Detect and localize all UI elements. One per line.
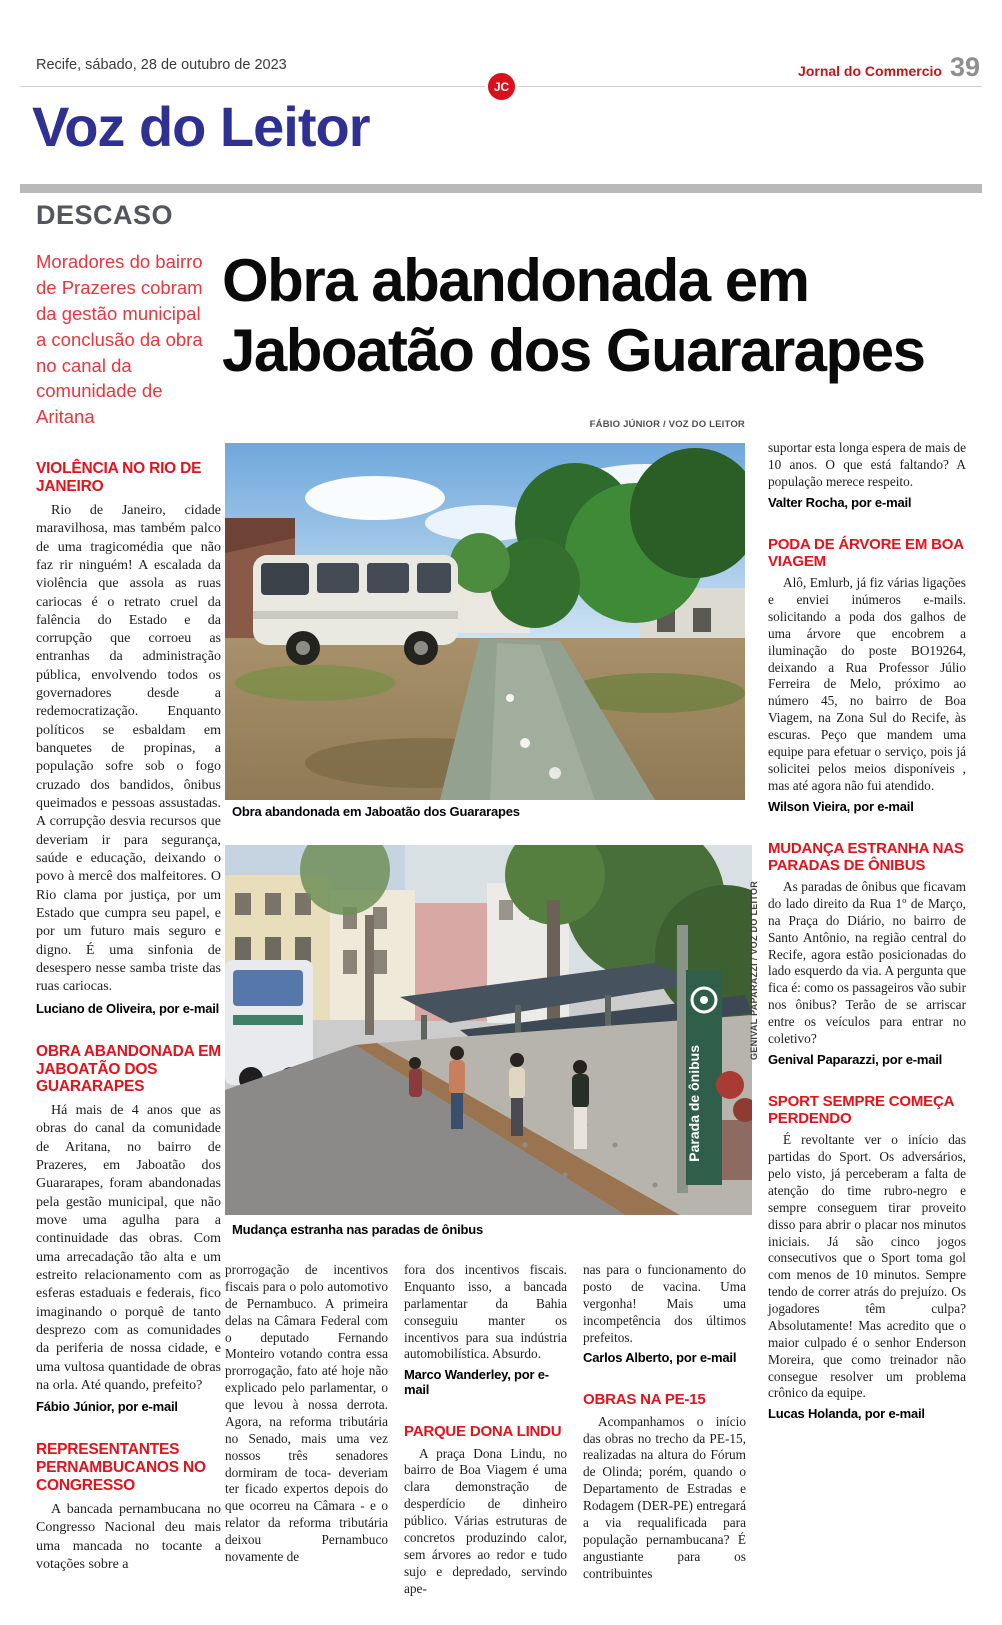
photo-canal-abandoned-work bbox=[225, 443, 745, 800]
bus-stop-sign-text: Parada de ônibus bbox=[686, 1045, 702, 1162]
letter-byline: Luciano de Oliveira, por e-mail bbox=[36, 1000, 220, 1016]
letter-body: Há mais de 4 anos que as obras do canal da comunidade de Aritana, no bairro de Prazeres, em Jaboatão dos Guararapes, foram abandonadas pela gestão municipal, que não move uma agulha para a continuidade das obras. Com uma arrecadação tão alta e um estreito relacionamento com as esferas estaduais e federais, fico imaginando o porquê de tanto desprezo com as comunidades da periferia de nossa cidade, e uma vultosa quantidade de obras na orla. Até quando, prefeito? bbox=[36, 1103, 221, 1394]
letter-heading: VIOLÊNCIA NO RIO DE JANEIRO bbox=[36, 460, 202, 496]
masthead bbox=[798, 52, 980, 83]
letter-obra-abandonada bbox=[36, 1043, 221, 1415]
photo-bus-stop-street bbox=[225, 845, 752, 1215]
edition-date: Recife, sábado, 28 de outubro de 2023 bbox=[36, 57, 287, 73]
letter-body-continuation: nas para o funcionamento do posto de vacina. Uma vergonha! Mais uma incompetência dos últimos prefeitos. bbox=[583, 1262, 746, 1345]
page-number: 39 bbox=[949, 52, 980, 82]
letter-body: Alô, Emlurb, já fiz várias ligações e enviei inúmeros e-mails. solicitando a poda dos galhos de uma árvore que encobrem a iluminação do poste BO19264, deixando a Rua Professor Júlio Ferreira de Melo, próximo ao número 45, no bairro de Boa Viagem, na Zona Sul do Recife, às escuras. Peço que mandem uma equipe para efetuar o serviço, pois já solicitei pelos meios disponíveis , mas até agora não fui atendido. bbox=[768, 575, 966, 793]
letter-sport bbox=[768, 1093, 966, 1422]
bottom-column-2 bbox=[404, 1262, 567, 1597]
letter-mudanca-paradas bbox=[768, 840, 966, 1067]
bottom-column-3 bbox=[583, 1262, 746, 1582]
main-headline: Obra abandonada em Jaboatão dos Guararapes bbox=[222, 247, 925, 385]
letter-heading: PARQUE DONA LINDU bbox=[404, 1423, 562, 1441]
letter-body: As paradas de ônibus que ficavam do lado direito da Rua 1º de Março, na Praça do Diário, no bairro de Santo Antônio, na região central do Recife, agora estão posicionadas do lado esquerdo da via. A pergunta que fica é: como os passageiros vão subir nos ônibus? Terão de se arriscar entre os veículos para entrar no coletivo? bbox=[768, 879, 966, 1046]
photo2-caption: Mudança estranha nas paradas de ônibus bbox=[232, 1222, 484, 1237]
letter-byline: Carlos Alberto, por e-mail bbox=[583, 1350, 737, 1366]
kicker-lede: Moradores do bairro de Prazeres cobram da gestão municipal a conclusão da obra no canal da comunidade de Aritana bbox=[36, 251, 203, 428]
letter-byline: Wilson Vieira, por e-mail bbox=[768, 798, 914, 814]
bottom-column-1 bbox=[225, 1262, 388, 1566]
letter-heading: SPORT SEMPRE COMEÇA PERDENDO bbox=[768, 1092, 954, 1127]
letter-obras-pe15-continuation bbox=[768, 440, 966, 510]
letter-poda-arvore bbox=[768, 536, 966, 814]
letter-byline: Lucas Holanda, por e-mail bbox=[768, 1406, 925, 1422]
letter-heading: MUDANÇA ESTRANHA NAS PARADAS DE ÔNIBUS bbox=[768, 839, 964, 874]
photo2-illustration bbox=[225, 845, 752, 1215]
letter-body-continuation: fora dos incentivos fiscais. Enquanto isso, a bancada parlamentar da Bahia conseguiu manter os incentivos para sua indústria automobilística. Absurdo. bbox=[404, 1262, 567, 1362]
letter-heading: OBRAS NA PE-15 bbox=[583, 1391, 706, 1409]
photo1-illustration bbox=[225, 443, 745, 800]
letter-byline: Marco Wanderley, por e-mail bbox=[404, 1367, 549, 1398]
letter-heading: PODA DE ÁRVORE EM BOA VIAGEM bbox=[768, 535, 964, 570]
letter-heading: REPRESENTANTES PERNAMBUCANOS NO CONGRESSO bbox=[36, 1441, 206, 1495]
section-divider-bar bbox=[20, 184, 982, 193]
letter-byline: Fábio Júnior, por e-mail bbox=[36, 1399, 178, 1415]
kicker-label: DESCASO bbox=[36, 200, 174, 230]
photo1-credit: FÁBIO JÚNIOR / VOZ DO LEITOR bbox=[589, 419, 745, 430]
brand-name: Jornal do Commercio bbox=[798, 63, 942, 79]
letter-violencia bbox=[36, 460, 221, 1015]
letter-body: É revoltante ver o início das partidas do Sport. Os adversários, pelo visto, já perceberam a falta de atenção do time rubro-negro e sempre conseguem tirar proveito disso para abrir o placar nos minutos iniciais. Já são cinco jogos consecutivos que o Sport toma gol com menos de 10 minutos. Sempre tendo de correr atrás do prejuízo. Os jogadores têm culpa? Absolutamente! Mas acredito que o maior culpado é o senhor Enderson Moreira, que como treinador não consegue resolver um problema crônico da equipe. bbox=[768, 1132, 966, 1401]
right-column bbox=[768, 440, 966, 1421]
letter-body: A praça Dona Lindu, no bairro de Boa Viagem é uma clara demonstração de desperdício de dinheiro público. Várias estruturas de concretos produzindo calor, sem árvores ao redor e tudo sujo e depredado, servindo ape- bbox=[404, 1445, 567, 1596]
letter-body: Acompanhamos o início das obras no trecho da PE-15, realizadas na altura do Fórum de Olinda; porém, quando o Departamento de Estradas e Rodagem (DER-PE) entregará a via requalificada para população pernambucana? É angustiante para os contribuintes bbox=[583, 1413, 746, 1581]
photo2-credit: GENIVAL PAPARAZZI / VOZ DO LEITOR bbox=[749, 880, 759, 1060]
letter-body-continuation: prorrogação de incentivos fiscais para o polo automotivo de Pernambuco. A primeira delas na Câmara Federal com o deputado Fernando Monteiro votando contra essa prorrogação, fato até hoje não explicado pelo parlamentar, o que levou à nossa derrota. Agora, na reforma tributária no Senado, mais uma vez nossos três senadores dormiram de toca- deveriam ter ficado expertos depois do que ocorreu na Câmara - e o relator da reforma tributária deixou Pernambuco novamente de bbox=[225, 1262, 388, 1564]
letter-body: A bancada pernambucana no Congresso Nacional deu mais uma mancada no tocante a votações sobre a bbox=[36, 1501, 221, 1572]
letter-body-continuation: suportar esta longa espera de mais de 10 anos. O que está faltando? A população merece respeito. bbox=[768, 440, 966, 489]
letter-representantes bbox=[36, 1441, 221, 1574]
jc-logo-icon: JC bbox=[485, 70, 518, 103]
letter-byline: Valter Rocha, por e-mail bbox=[768, 494, 912, 510]
photo1-caption: Obra abandonada em Jaboatão dos Guararapes bbox=[232, 804, 520, 819]
left-column bbox=[36, 200, 221, 1574]
letter-byline: Genival Paparazzi, por e-mail bbox=[768, 1051, 943, 1067]
letter-heading: OBRA ABANDONADA EM JABOATÃO DOS GUARARAPES bbox=[36, 1042, 221, 1096]
section-title: Voz do Leitor bbox=[32, 95, 370, 158]
letter-body: Rio de Janeiro, cidade maravilhosa, mas também palco de uma tragicomédia que não faz rir ninguém! A escalada da violência que assola as ruas cariocas é o retrato cruel da falência do Estado e da corrupção que corroeu as entranhas da administração pública, envolvendo todos os governadores desde a redemocratização. Enquanto políticos se esbaldam em banquetes de propinas, a população sofre sob o fogo cruzado dos bandidos, ônibus queimados e pessoas assustadas. A corrupção desvia recursos que deveriam ir para segurança, saúde e educação, deixando o povo à mercê dos malfeitores. O Rio clama por justiça, por um Estado que cumpra seu papel, e por um futuro mais seguro e digno. É uma sinfonia de desespero nesse samba triste das ruas cariocas. bbox=[36, 502, 221, 995]
